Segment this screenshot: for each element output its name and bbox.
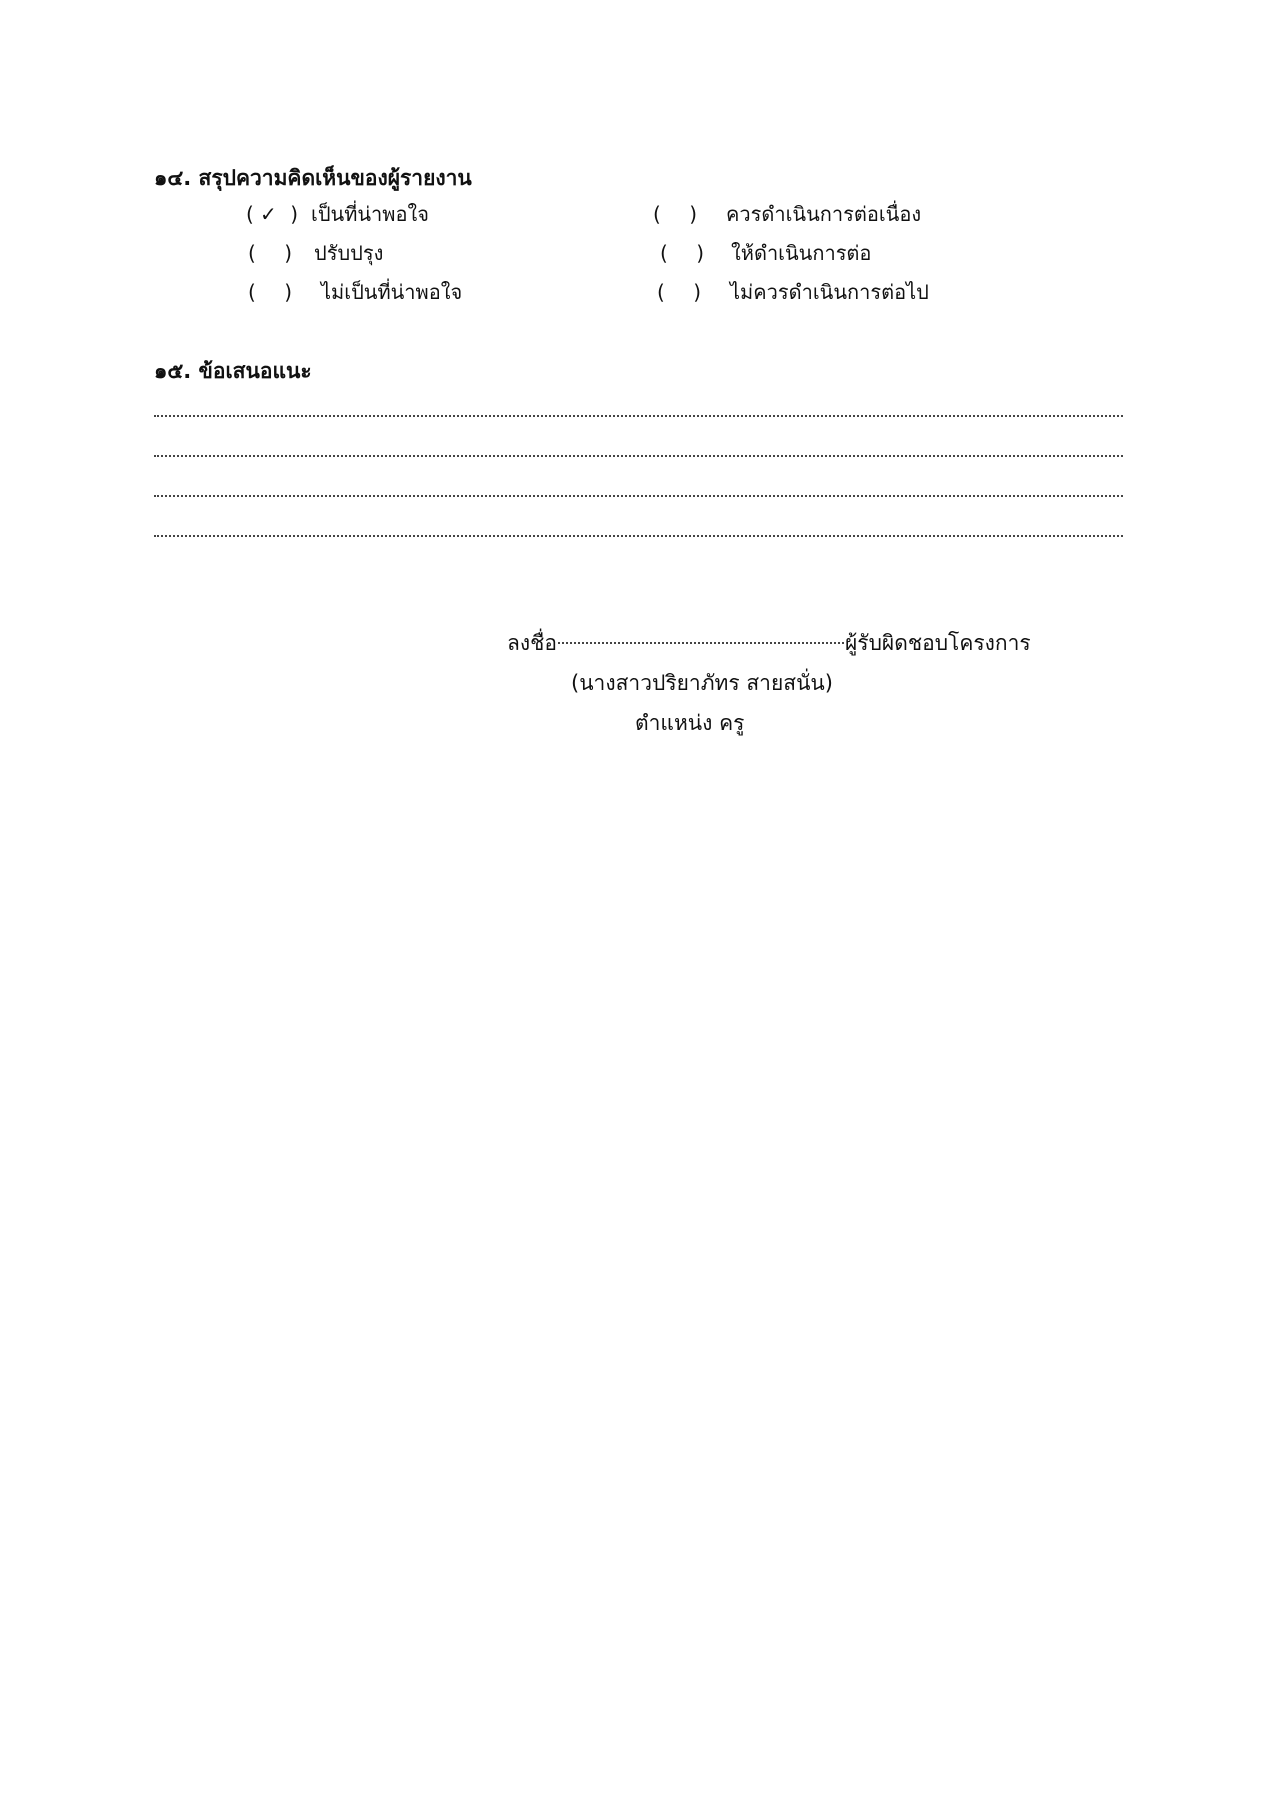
signature-prefix: ลงชื่อ <box>507 631 557 655</box>
option-label: ให้ดำเนินการต่อ <box>731 241 872 265</box>
signer-name: (นางสาวปริยาภัทร สายสนั่น) <box>571 671 833 695</box>
option-label: เป็นที่น่าพอใจ <box>311 202 429 226</box>
option-continue-ongoing <box>653 199 993 229</box>
signature-suffix: ผู้รับผิดชอบโครงการ <box>845 631 1031 655</box>
option-should-not-continue <box>657 277 997 307</box>
section-15-heading: ๑๕. ข้อเสนอแนะ <box>154 359 312 383</box>
option-proceed <box>660 238 980 268</box>
option-label: ไม่เป็นที่น่าพอใจ <box>321 280 463 304</box>
option-label: ปรับปรุง <box>314 241 384 265</box>
suggestion-line-2[interactable] <box>154 455 1123 457</box>
suggestion-line-1[interactable] <box>154 415 1123 417</box>
option-checkbox: ( ✓ ) <box>246 199 298 229</box>
option-satisfactory <box>246 199 546 229</box>
signature-field[interactable] <box>558 642 844 644</box>
signer-position: ตำแหน่ง ครู <box>635 711 745 735</box>
suggestion-line-4[interactable] <box>154 535 1123 537</box>
suggestion-line-3[interactable] <box>154 495 1123 497</box>
option-checkbox: ( ) <box>248 241 292 265</box>
option-checkbox: ( ) <box>653 202 697 226</box>
option-label: ควรดำเนินการต่อเนื่อง <box>726 202 922 226</box>
option-label: ไม่ควรดำเนินการต่อไป <box>730 280 929 304</box>
option-checkbox: ( ) <box>660 241 704 265</box>
option-checkbox: ( ) <box>657 280 701 304</box>
checkmark-icon: ✓ <box>260 202 277 226</box>
section-14-heading: ๑๔. สรุปความคิดเห็นของผู้รายงาน <box>154 166 472 190</box>
option-unsatisfactory <box>248 277 568 307</box>
option-checkbox: ( ) <box>248 280 292 304</box>
signature-line <box>507 628 1031 658</box>
option-improve <box>248 238 548 268</box>
